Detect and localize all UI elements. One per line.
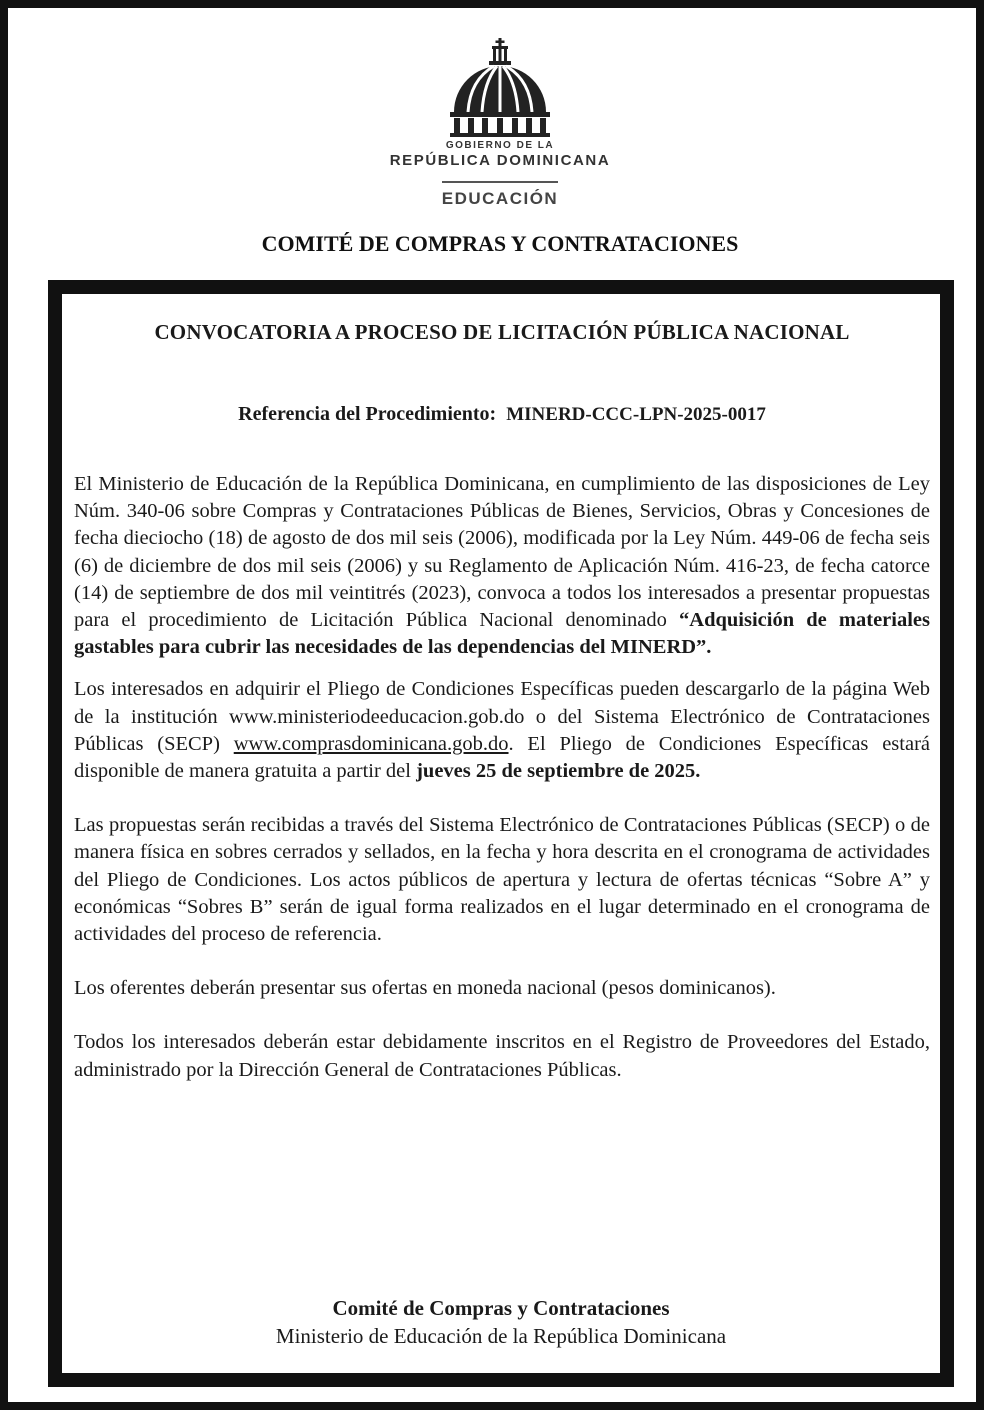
availability-date: jueves 25 de septiembre de 2025.	[416, 760, 701, 783]
logo-department: EDUCACIÓN	[441, 188, 559, 208]
procurement-name: “Adquisición de materiales gastables para cubrir las necesidades de las dependencias del MINERD”.	[74, 609, 930, 659]
notice-frame	[48, 280, 954, 1387]
secp-link[interactable]: www.comprasdominicana.gob.do	[233, 732, 509, 755]
logo-country-line: REPÚBLICA DOMINICANA	[389, 152, 611, 169]
paragraph-download-text-a: Los interesados en adquirir el Pliego de Condiciones Específicas pueden descargarlo de la página Web de la institución www.ministeriodeeducacion.gob.do o del Sistema Electrónico de Contrataciones Públicas (SECP)	[74, 678, 930, 755]
paragraph-legal-basis-text: El Ministerio de Educación de la República Dominicana, en cumplimiento de las disposiciones de Ley Núm. 340-06 sobre Compras y Contrataciones Públicas de Bienes, Servicios, Obras y Concesiones de fecha dieciocho (18) de agosto de dos mil seis (2006), modificada por la Ley Núm. 449-06 de fecha seis (6) de diciembre de dos mil seis (2006) y su Reglamento de Aplicación Núm. 416-23, de fecha catorce (14) de septiembre de dos mil veintitrés (2023), convoca a todos los interesados a presentar propuestas para el procedimiento de Licitación Pública Nacional denominado	[74, 473, 930, 632]
signature-name: Comité de Compras y Contrataciones	[332, 1296, 670, 1320]
government-logo	[8, 38, 984, 209]
paragraph-proposals: Las propuestas serán recibidas a través del Sistema Electrónico de Contrataciones Públicas (SECP) o de manera física en sobres cerrados y sellados, en la fecha y hora descrita en el cronograma de actividades del Pliego de Condiciones. Los actos públicos de apertura y lectura de ofertas técnicas “Sobre A” y económicas “Sobres B” serán de igual forma realizados en el lugar determinado en el cronograma de actividades del proceso de referencia.	[74, 814, 930, 946]
notice-content	[62, 294, 940, 1373]
paragraph-legal-basis	[74, 471, 930, 661]
government-dome-icon	[448, 38, 552, 138]
paragraph-download-text-b: . El Pliego de Condiciones Específicas estará disponible de manera gratuita a partir del	[74, 732, 930, 783]
logo-divider	[442, 181, 558, 183]
committee-header: COMITÉ DE COMPRAS Y CONTRATACIONES	[261, 231, 739, 256]
reference-code: MINERD-CCC-LPN-2025-0017	[506, 404, 766, 425]
signature-block	[62, 1294, 940, 1350]
paragraph-registration: Todos los interesados deberán estar debidamente inscritos en el Registro de Proveedores del Estado, administrado por la Dirección General de Contrataciones Públicas.	[74, 1031, 930, 1081]
reference-label: Referencia del Procedimiento:	[238, 403, 497, 425]
procedure-reference	[74, 403, 930, 426]
notice-title: CONVOCATORIA A PROCESO DE LICITACIÓN PÚBLICA NACIONAL	[154, 320, 850, 344]
paragraph-currency: Los oferentes deberán presentar sus ofertas en moneda nacional (pesos dominicanos).	[74, 977, 776, 1000]
logo-government-line: GOBIERNO DE LA	[445, 140, 555, 151]
paragraph-download	[74, 676, 930, 785]
signature-org: Ministerio de Educación de la República Dominicana	[275, 1324, 727, 1348]
